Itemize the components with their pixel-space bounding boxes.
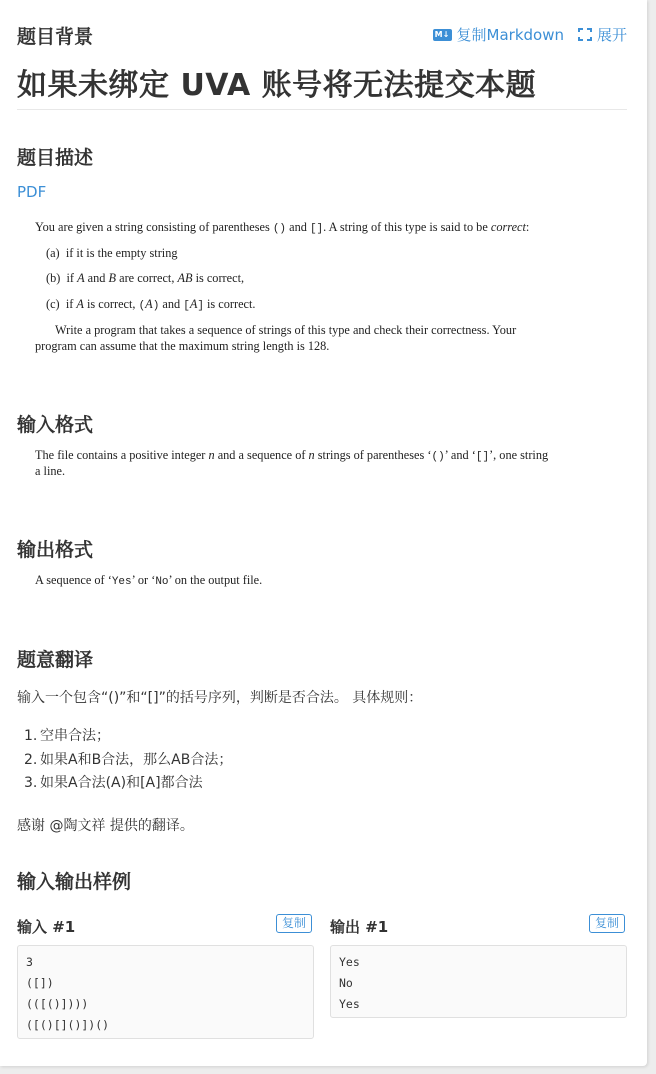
translation-heading: 题意翻译 xyxy=(17,649,94,671)
code-line: Yes xyxy=(339,955,360,969)
list-item: 1. 空串合法； xyxy=(24,728,110,744)
title-divider xyxy=(17,109,627,110)
input-sample-label: 输入 #1 xyxy=(17,918,76,936)
input-format-line-1: The file contains a positive integer n and a sequence of n strings of parentheses ‘()’ and ‘[]’, one string xyxy=(35,448,549,463)
translation-intro: 输入一个包含“()”和“[]”的括号序列，判断是否合法。 具体规则： xyxy=(17,690,423,706)
markdown-icon: M↓ xyxy=(433,29,452,41)
copy-markdown-button[interactable]: 复制Markdown xyxy=(456,26,564,44)
expand-icon[interactable] xyxy=(578,28,592,41)
description-paragraph-2-line-2: program can assume that the maximum string length is 128. xyxy=(35,339,330,353)
translation-rules-list xyxy=(24,725,232,796)
copy-input-button[interactable]: 复制 xyxy=(276,914,312,933)
output-format-heading: 输出格式 xyxy=(17,539,94,561)
list-item: 2. 如果A和B合法，那么AB合法； xyxy=(24,751,233,768)
description-paragraph-2-line-1: Write a program that takes a sequence of strings of this type and check their correctness. Your xyxy=(55,323,517,337)
input-format-line-2: a line. xyxy=(35,464,66,478)
output-format-line: A sequence of ‘Yes’ or ‘No’ on the output file. xyxy=(35,573,263,588)
output-sample-box[interactable] xyxy=(330,945,627,1018)
list-item: 3. 如果A合法(A)和[A]都合法 xyxy=(24,775,203,791)
output-sample-label: 输出 #1 xyxy=(330,918,389,936)
code-line: Yes xyxy=(339,997,360,1011)
rule-item-b: (b) if A and B are correct, AB is correct, xyxy=(46,271,245,285)
rule-item-c: (c) if A is correct, (A) and [A] is correct. xyxy=(46,297,256,312)
code-line: No xyxy=(339,976,353,990)
samples-heading: 输入输出样例 xyxy=(17,871,132,893)
page-title: 如果未绑定 UVA 账号将无法提交本题 xyxy=(17,68,537,103)
input-format-heading: 输入格式 xyxy=(17,414,94,436)
translation-credit: 感谢 @陶文祥 提供的翻译。 xyxy=(17,818,194,834)
code-line: (([()]))) xyxy=(26,997,89,1011)
background-section-label: 题目背景 xyxy=(17,26,94,48)
input-sample-box[interactable] xyxy=(17,945,314,1039)
toolbar xyxy=(433,24,627,45)
code-line: 3 xyxy=(26,955,33,969)
pdf-link[interactable]: PDF xyxy=(17,183,47,201)
code-line: ([()[]()])() xyxy=(26,1018,110,1032)
description-heading: 题目描述 xyxy=(17,147,94,169)
code-line: ([]) xyxy=(26,976,54,990)
copy-output-button[interactable]: 复制 xyxy=(589,914,625,933)
description-paragraph-1: You are given a string consisting of parentheses () and []. A string of this type is said to be correct: xyxy=(35,220,530,235)
expand-button[interactable]: 展开 xyxy=(596,26,627,44)
rule-item-a: (a) if it is the empty string xyxy=(46,246,178,260)
